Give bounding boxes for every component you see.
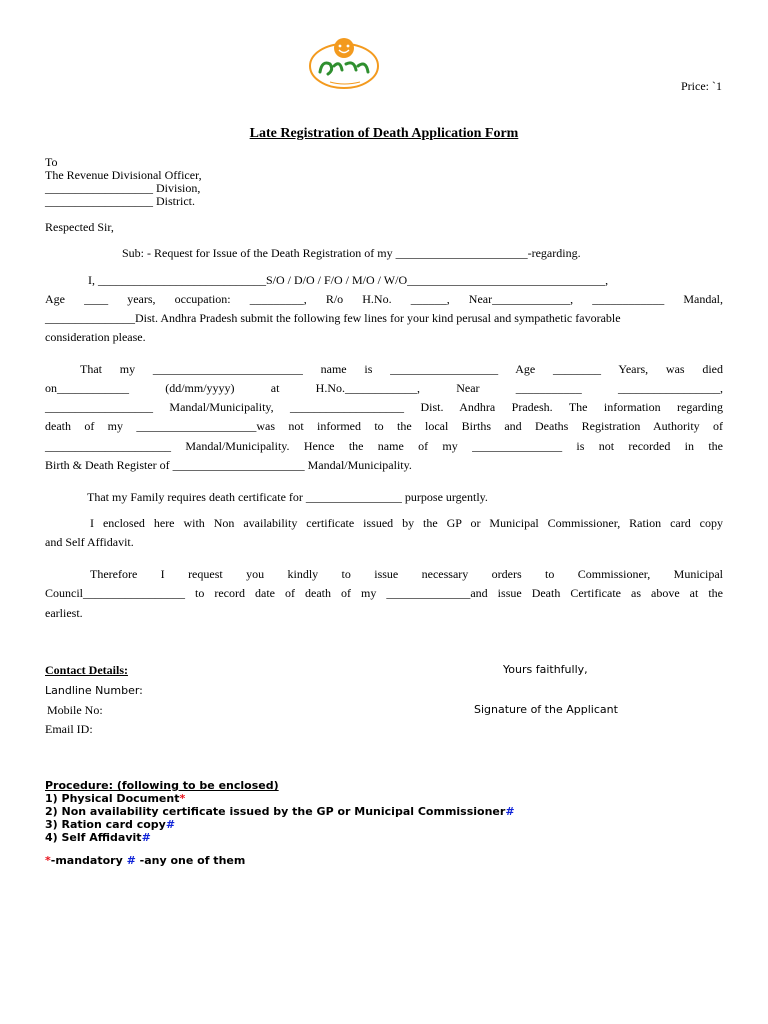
legend-hash-text: -any one of them [135, 854, 246, 867]
any-one-mark: # [141, 831, 151, 844]
email-label: Email ID: [45, 722, 93, 736]
mobile-label: Mobile No: [47, 703, 103, 717]
legend-hash: # [126, 854, 136, 867]
price-label: Price: `1 [681, 79, 722, 93]
address-to: To [45, 155, 58, 169]
signature-label: Signature of the Applicant [474, 703, 618, 716]
para4-line1: I enclosed here with Non availability certificate issued by the GP or Municipal Commissioner, Ration card copy [90, 516, 723, 530]
page-title: Late Registration of Death Application Form [249, 126, 519, 141]
address-officer: The Revenue Divisional Officer, [45, 168, 202, 182]
procedure-item-text: 2) Non availability certificate issued by the GP or Municipal Commissioner [45, 805, 506, 818]
legend-star: * [45, 854, 51, 867]
contact-heading: Contact Details: [45, 663, 128, 677]
para5-line3: earliest. [45, 606, 83, 620]
para2-line5: _____________________ Mandal/Municipality. Hence the name of my _______________ is not recorded in the [45, 439, 723, 453]
procedure-legend [45, 854, 245, 868]
procedure-heading: Procedure: (following to be enclosed) [45, 779, 279, 792]
any-one-mark: # [505, 805, 515, 818]
legend-star-text: -mandatory [50, 854, 127, 867]
closing-yours-faithfully: Yours faithfully, [503, 663, 588, 676]
para4-line2: and Self Affidavit. [45, 535, 134, 549]
para1-line2: Age ____ years, occupation: _________, R/o H.No. ______, Near_____________, ____________ Mandal, [45, 292, 723, 306]
para5-line2: Council_________________ to record date of death of my ______________and issue Death Certificate as above at the [45, 586, 723, 600]
salutation: Respected Sir, [45, 220, 114, 234]
para2-line2: on____________ (dd/mm/yyyy) at H.No.____________, Near ___________ _________________, [45, 381, 723, 395]
para2-line3: __________________ Mandal/Municipality, ___________________ Dist. Andhra Pradesh. The information regarding [45, 400, 723, 414]
para1-line1: I, ____________________________S/O / D/O / F/O / M/O / W/O_________________________________, [88, 273, 609, 287]
para2-line6: Birth & Death Register of ______________________ Mandal/Municipality. [45, 458, 412, 472]
procedure-item-4 [45, 831, 151, 845]
subject-line: Sub: - Request for Issue of the Death Registration of my ______________________-regarding. [122, 246, 581, 260]
landline-label: Landline Number: [45, 684, 143, 697]
procedure-item-2 [45, 805, 515, 819]
para2-line4: death of my ____________________was not informed to the local Births and Deaths Registration Authority of [45, 419, 723, 433]
para1-line4: consideration please. [45, 330, 146, 344]
procedure-item-1 [45, 792, 185, 806]
para5-line1: Therefore I request you kindly to issue necessary orders to Commissioner, Municipal [90, 567, 723, 581]
para1-line3: _______________Dist. Andhra Pradesh submit the following few lines for your kind perusal and sympathetic favorable [45, 311, 621, 325]
para3: That my Family requires death certificate for ________________ purpose urgently. [87, 490, 488, 504]
address-district: __________________ District. [45, 194, 195, 208]
procedure-item-text: 4) Self Affidavit [45, 831, 142, 844]
procedure-item-text: 3) Ration card copy [45, 818, 166, 831]
procedure-item-text: 1) Physical Document [45, 792, 180, 805]
para2-line1: That my _________________________ name is __________________ Age ________ Years, was died [80, 362, 723, 376]
mandatory-mark: * [179, 792, 186, 805]
logo-icon [308, 36, 380, 92]
procedure-item-3 [45, 818, 175, 832]
any-one-mark: # [165, 818, 176, 831]
address-division: __________________ Division, [45, 181, 201, 195]
